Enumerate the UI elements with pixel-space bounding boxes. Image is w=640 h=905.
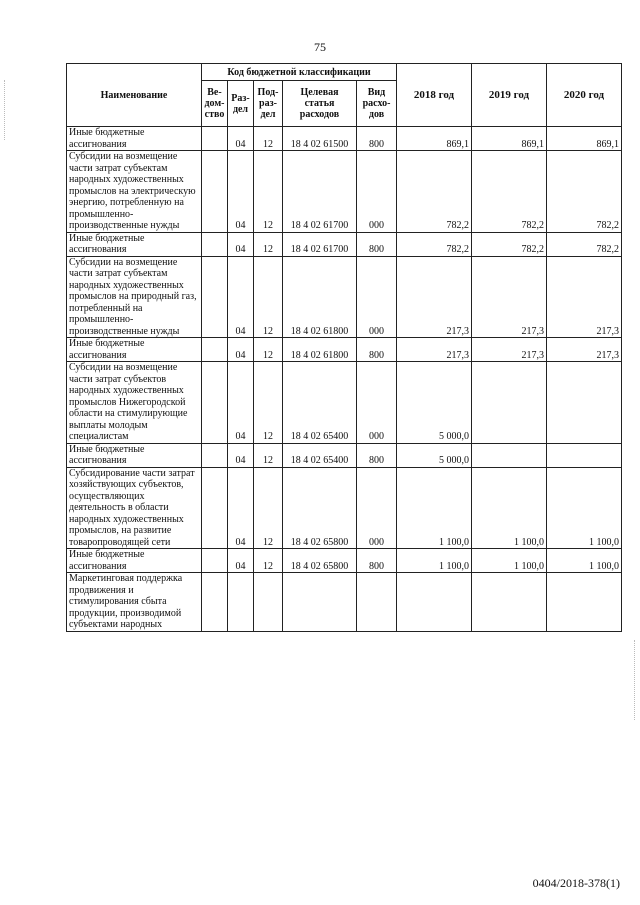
row-tselevaya-statya: 18 4 02 61500 [283, 127, 357, 151]
table-row [67, 127, 622, 151]
row-value-2019: 1 100,0 [472, 549, 547, 573]
row-value-2018: 217,3 [397, 338, 472, 362]
header-vedomstvo: Ве-дом-ство [202, 81, 228, 127]
row-vedomstvo [202, 338, 228, 362]
row-value-2020: 782,2 [547, 151, 622, 233]
table-row [67, 362, 622, 444]
row-name: Иные бюджетные ассигнования [67, 549, 202, 573]
row-tselevaya-statya [283, 573, 357, 632]
header-name: Наименование [67, 64, 202, 127]
row-vid-rashodov: 800 [357, 549, 397, 573]
row-razdel: 04 [228, 443, 254, 467]
row-razdel: 04 [228, 151, 254, 233]
row-value-2020 [547, 362, 622, 444]
row-vedomstvo [202, 549, 228, 573]
row-value-2019 [472, 443, 547, 467]
row-podrazdel: 12 [254, 232, 283, 256]
row-value-2019: 869,1 [472, 127, 547, 151]
table-row [67, 338, 622, 362]
row-value-2018: 5 000,0 [397, 362, 472, 444]
row-name: Субсидии на возмещение части затрат субъектов народных художественных промыслов Нижегородской области на стимулирующие выплаты молодым специалистам [67, 362, 202, 444]
row-razdel: 04 [228, 232, 254, 256]
row-value-2019: 782,2 [472, 232, 547, 256]
row-value-2018: 1 100,0 [397, 467, 472, 549]
row-vedomstvo [202, 443, 228, 467]
row-vid-rashodov: 800 [357, 338, 397, 362]
row-value-2019: 217,3 [472, 338, 547, 362]
header-podrazdel: Под-раз-дел [254, 81, 283, 127]
row-name: Субсидии на возмещение части затрат субъектам народных художественных промыслов на электрическую энергию, потребленную на промышленно-производственные нужды [67, 151, 202, 233]
row-name: Иные бюджетные ассигнования [67, 232, 202, 256]
row-vid-rashodov: 000 [357, 467, 397, 549]
row-vedomstvo [202, 256, 228, 338]
row-razdel: 04 [228, 338, 254, 362]
row-value-2018: 1 100,0 [397, 549, 472, 573]
row-value-2020: 782,2 [547, 232, 622, 256]
row-razdel: 04 [228, 127, 254, 151]
row-tselevaya-statya: 18 4 02 61800 [283, 338, 357, 362]
row-tselevaya-statya: 18 4 02 65800 [283, 467, 357, 549]
row-vedomstvo [202, 362, 228, 444]
row-vid-rashodov: 000 [357, 256, 397, 338]
row-razdel: 04 [228, 256, 254, 338]
row-vid-rashodov [357, 573, 397, 632]
row-vid-rashodov: 800 [357, 232, 397, 256]
table-row [67, 549, 622, 573]
row-razdel [228, 573, 254, 632]
document-code: 0404/2018-378(1) [532, 876, 620, 890]
table-row [67, 467, 622, 549]
header-row-1 [67, 64, 622, 81]
row-value-2018: 217,3 [397, 256, 472, 338]
row-value-2020: 869,1 [547, 127, 622, 151]
right-margin-mark [634, 640, 636, 720]
row-value-2020: 217,3 [547, 256, 622, 338]
row-razdel: 04 [228, 549, 254, 573]
row-name: Иные бюджетные ассигнования [67, 443, 202, 467]
row-podrazdel: 12 [254, 338, 283, 362]
row-value-2020: 1 100,0 [547, 549, 622, 573]
row-vid-rashodov: 000 [357, 362, 397, 444]
row-value-2020: 217,3 [547, 338, 622, 362]
table-row [67, 232, 622, 256]
row-vedomstvo [202, 127, 228, 151]
row-vedomstvo [202, 467, 228, 549]
row-value-2018: 782,2 [397, 232, 472, 256]
header-razdel: Раз-дел [228, 81, 254, 127]
row-name: Иные бюджетные ассигнования [67, 127, 202, 151]
table-body [67, 127, 622, 632]
row-podrazdel [254, 573, 283, 632]
row-value-2018 [397, 573, 472, 632]
row-vedomstvo [202, 151, 228, 233]
row-tselevaya-statya: 18 4 02 65400 [283, 443, 357, 467]
row-value-2018: 782,2 [397, 151, 472, 233]
row-name: Иные бюджетные ассигнования [67, 338, 202, 362]
row-podrazdel: 12 [254, 362, 283, 444]
row-value-2018: 869,1 [397, 127, 472, 151]
page-number: 75 [314, 40, 326, 54]
row-value-2019 [472, 362, 547, 444]
row-vid-rashodov: 000 [357, 151, 397, 233]
header-2019: 2019 год [472, 64, 547, 127]
row-podrazdel: 12 [254, 443, 283, 467]
row-tselevaya-statya: 18 4 02 61700 [283, 232, 357, 256]
row-tselevaya-statya: 18 4 02 65400 [283, 362, 357, 444]
row-tselevaya-statya: 18 4 02 61800 [283, 256, 357, 338]
table-row [67, 443, 622, 467]
header-2018: 2018 год [397, 64, 472, 127]
budget-table [66, 63, 622, 632]
row-vedomstvo [202, 573, 228, 632]
left-margin-mark [4, 80, 6, 140]
row-value-2020 [547, 573, 622, 632]
row-value-2019: 1 100,0 [472, 467, 547, 549]
row-razdel: 04 [228, 467, 254, 549]
row-podrazdel: 12 [254, 467, 283, 549]
row-vid-rashodov: 800 [357, 443, 397, 467]
row-name: Субсидии на возмещение части затрат субъектам народных художественных промыслов на природный газ, потребленный на промышленно-производственные нужды [67, 256, 202, 338]
table-row [67, 151, 622, 233]
row-podrazdel: 12 [254, 127, 283, 151]
row-value-2019 [472, 573, 547, 632]
row-name: Субсидирование части затрат хозяйствующих субъектов, осуществляющих деятельность в области народных художественных промыслов, на развитие товаропроводящей сети [67, 467, 202, 549]
header-classification-group: Код бюджетной классификации [202, 64, 397, 81]
row-name: Маркетинговая поддержка продвижения и стимулирования сбыта продукции, производимой субъектами народных [67, 573, 202, 632]
row-value-2019: 782,2 [472, 151, 547, 233]
row-vid-rashodov: 800 [357, 127, 397, 151]
table-row [67, 256, 622, 338]
row-value-2020: 1 100,0 [547, 467, 622, 549]
row-podrazdel: 12 [254, 151, 283, 233]
header-tselevaya-statya: Целевая статья расходов [283, 81, 357, 127]
table-row [67, 573, 622, 632]
row-razdel: 04 [228, 362, 254, 444]
row-vedomstvo [202, 232, 228, 256]
row-tselevaya-statya: 18 4 02 61700 [283, 151, 357, 233]
header-vid-rashodov: Вид расхо-дов [357, 81, 397, 127]
header-2020: 2020 год [547, 64, 622, 127]
row-podrazdel: 12 [254, 256, 283, 338]
row-value-2020 [547, 443, 622, 467]
row-tselevaya-statya: 18 4 02 65800 [283, 549, 357, 573]
row-podrazdel: 12 [254, 549, 283, 573]
row-value-2019: 217,3 [472, 256, 547, 338]
row-value-2018: 5 000,0 [397, 443, 472, 467]
